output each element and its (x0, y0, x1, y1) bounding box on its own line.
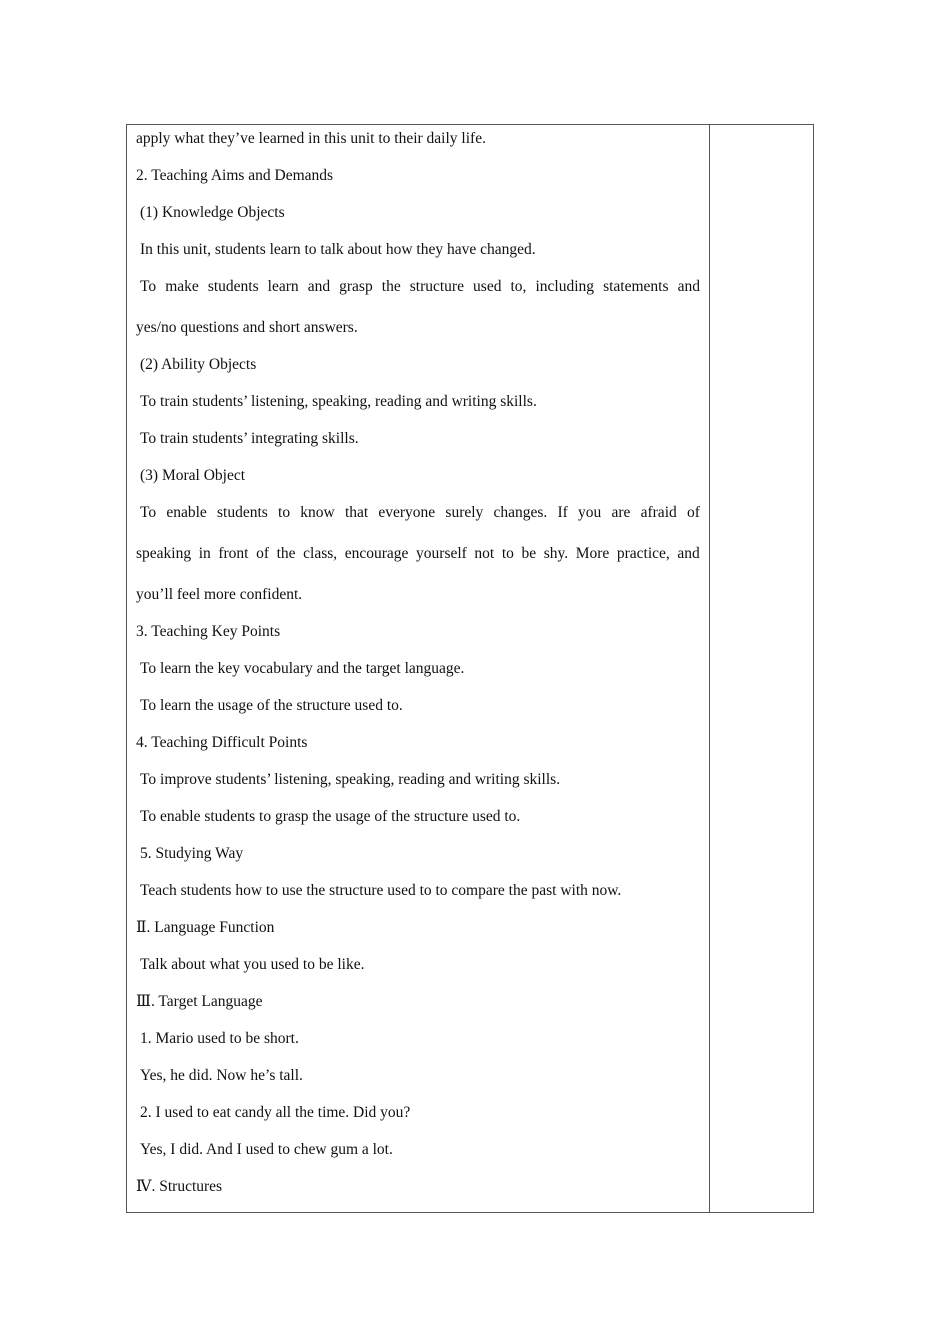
text-line: Talk about what you used to be like. (140, 956, 365, 973)
text-line: (3) Moral Object (140, 467, 246, 484)
text-line: Teach students how to use the structure used to to compare the past with now. (140, 882, 622, 899)
text-line: To learn the usage of the structure used to. (140, 697, 403, 714)
text-line: To train students’ listening, speaking, reading and writing skills. (140, 393, 537, 410)
lesson-plan-table (126, 124, 814, 1213)
text-line: Ⅱ. Language Function (136, 919, 275, 936)
text-line: speaking in front of the class, encourage yourself not to be shy. More practice, and (136, 545, 700, 562)
text-line: apply what they’ve learned in this unit to their daily life. (136, 130, 486, 147)
text-line: 3. Teaching Key Points (136, 623, 281, 640)
text-line: Yes, I did. And I used to chew gum a lot. (140, 1141, 393, 1158)
text-line: you’ll feel more confident. (136, 586, 303, 603)
text-line: yes/no questions and short answers. (136, 319, 358, 336)
text-line: To enable students to know that everyone surely changes. If you are afraid of (140, 504, 700, 521)
text-line: In this unit, students learn to talk about how they have changed. (140, 241, 536, 258)
text-line: To learn the key vocabulary and the target language. (140, 660, 465, 677)
text-line: (1) Knowledge Objects (140, 204, 285, 221)
text-line: 1. Mario used to be short. (140, 1030, 299, 1047)
notes-cell (710, 125, 813, 1212)
text-line: Ⅳ. Structures (136, 1178, 223, 1195)
text-line: To make students learn and grasp the structure used to, including statements and (140, 278, 700, 295)
text-line: To improve students’ listening, speaking, reading and writing skills. (140, 771, 561, 788)
text-line: To train students’ integrating skills. (140, 430, 359, 447)
text-line: 5. Studying Way (140, 845, 244, 862)
text-line: To enable students to grasp the usage of the structure used to. (140, 808, 521, 825)
text-line: 4. Teaching Difficult Points (136, 734, 308, 751)
text-line: 2. Teaching Aims and Demands (136, 167, 334, 184)
text-line: Ⅲ. Target Language (136, 993, 263, 1010)
text-line: Yes, he did. Now he’s tall. (140, 1067, 303, 1084)
content-cell (127, 125, 709, 1212)
text-line: (2) Ability Objects (140, 356, 257, 373)
text-line: 2. I used to eat candy all the time. Did you? (140, 1104, 411, 1121)
